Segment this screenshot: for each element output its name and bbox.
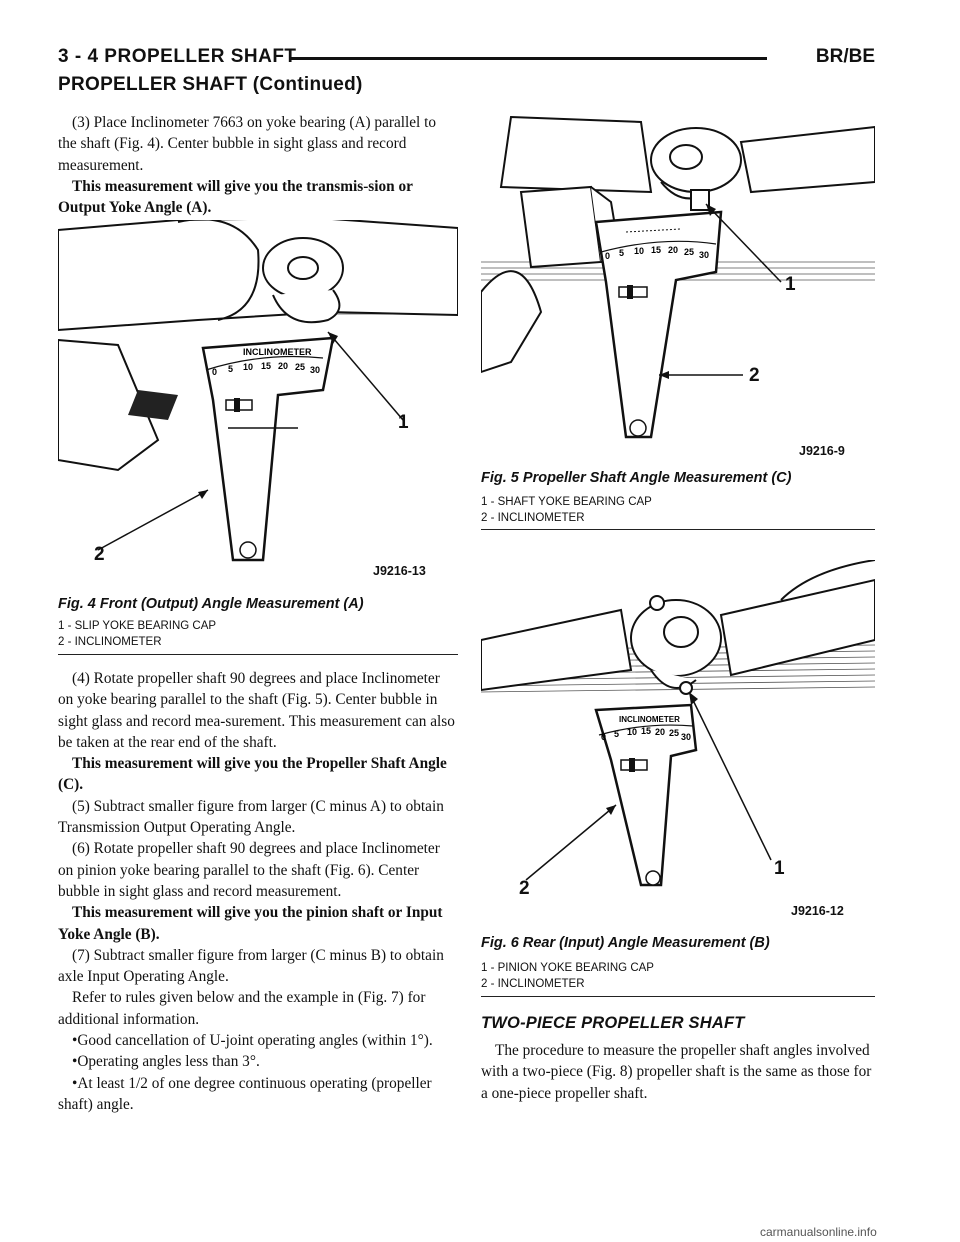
- scale-label: 25: [669, 728, 680, 738]
- fig6-rule: [481, 996, 875, 997]
- fig6-legend: [481, 960, 654, 992]
- scale-label: 5: [614, 729, 620, 739]
- bullet-item: •Operating angles less than 3°.: [72, 1053, 260, 1071]
- scale-label: 25: [295, 362, 306, 372]
- scale-label: 30: [310, 365, 321, 375]
- bullet-item: •Good cancellation of U-joint operating angles (within 1°).: [72, 1032, 433, 1050]
- fig4-callout-1: 1: [398, 412, 409, 433]
- scale-label: 20: [655, 727, 666, 737]
- scale-label: 20: [668, 245, 679, 255]
- fig5-rule: [481, 529, 875, 530]
- fig4-code: J9216-13: [373, 564, 426, 578]
- scale-label: 30: [681, 732, 692, 742]
- scale-label: 0: [605, 251, 611, 261]
- step-7: (7) Subtract smaller figure from larger (C minus B) to obtain axle Input Operating Angle.: [58, 946, 444, 986]
- fig4-legend: [58, 618, 216, 650]
- step-6: (6) Rotate propeller shaft 90 degrees and place Inclinometer on pinion yoke bearing parallel to the shaft (Fig. 6). Center bubble in sight glass and record measurement.: [58, 840, 440, 900]
- fig4-gauge-label: INCLINOMETER: [243, 347, 312, 357]
- two-piece-paragraph: The procedure to measure the propeller shaft angles involved with a two-piece (Fig. 8) propeller shaft is the same as those for a one-piece propeller shaft.: [481, 1042, 872, 1102]
- scale-label: 5: [228, 364, 234, 374]
- fig5-caption: Fig. 5 Propeller Shaft Angle Measurement (C): [481, 470, 792, 486]
- step-4: (4) Rotate propeller shaft 90 degrees and place Inclinometer on yoke bearing parallel to the shaft (Fig. 5). Center bubble in sight glass and record mea-surement. This measurement can also be taken at the rear end of the shaft.: [58, 670, 455, 751]
- figure-6-illustration: [481, 560, 875, 925]
- legend-item: 1 - SHAFT YOKE BEARING CAP: [481, 496, 652, 508]
- legend-item: 2 - INCLINOMETER: [481, 512, 585, 524]
- scale-label: 0: [212, 367, 218, 377]
- scale-label: 15: [651, 245, 662, 255]
- scale-label: 10: [243, 362, 254, 372]
- right-text: [481, 1040, 875, 1104]
- rules-reference: Refer to rules given below and the example in (Fig. 7) for additional information.: [58, 989, 426, 1028]
- fig4-callout-2: 2: [94, 544, 105, 565]
- step-4-result: This measurement will give you the Propeller Shaft Angle (C).: [58, 755, 447, 794]
- scale-label: 15: [641, 726, 652, 736]
- scale-label: 10: [634, 246, 645, 256]
- step-3-result: This measurement will give you the transmis-sion or Output Yoke Angle (A).: [58, 177, 413, 217]
- scale-label: 15: [261, 361, 272, 371]
- legend-item: 1 - SLIP YOKE BEARING CAP: [58, 620, 217, 632]
- scale-label: 30: [699, 250, 710, 260]
- step-6-result: This measurement will give you the pinion shaft or Input Yoke Angle (B).: [58, 904, 443, 943]
- fig4-caption: Fig. 4 Front (Output) Angle Measurement (A): [58, 596, 364, 612]
- section-title: 3 - 4 PROPELLER SHAFT: [58, 46, 297, 67]
- fig5-legend: [481, 494, 652, 526]
- section-heading-two-piece: TWO-PIECE PROPELLER SHAFT: [481, 1014, 745, 1032]
- legend-item: 1 - PINION YOKE BEARING CAP: [481, 962, 654, 974]
- fig6-callout-1: 1: [774, 858, 785, 879]
- fig5-callout-1: 1: [785, 274, 796, 295]
- fig4-rule: [58, 654, 458, 655]
- left-text-top: [58, 112, 458, 218]
- scale-label: 0: [601, 732, 607, 742]
- legend-item: 2 - INCLINOMETER: [58, 636, 162, 648]
- fig5-code: J9216-9: [799, 444, 845, 458]
- watermark: carmanualsonline.info: [760, 1225, 877, 1239]
- legend-item: 2 - INCLINOMETER: [481, 978, 585, 990]
- left-text-bottom: [58, 668, 458, 1115]
- scale-label: 5: [619, 248, 625, 258]
- bullet-item: •At least 1/2 of one degree continuous operating (propeller shaft) angle.: [58, 1074, 432, 1113]
- fig6-gauge-label: INCLINOMETER: [619, 715, 680, 724]
- figure-4-illustration: [58, 220, 458, 580]
- figure-5: [481, 112, 875, 462]
- figure-6: [481, 560, 875, 925]
- scale-label: 25: [684, 247, 695, 257]
- model-code: BR/BE: [815, 46, 875, 67]
- fig5-callout-2: 2: [749, 365, 760, 386]
- step-5: (5) Subtract smaller figure from larger (C minus A) to obtain Transmission Output Operating Angle.: [58, 797, 444, 837]
- continued-heading: PROPELLER SHAFT (Continued): [58, 74, 363, 95]
- fig6-code: J9216-12: [791, 904, 844, 918]
- fig6-caption: Fig. 6 Rear (Input) Angle Measurement (B): [481, 935, 770, 951]
- scale-label: 10: [627, 727, 638, 737]
- figure-4: [58, 220, 458, 580]
- scale-label: 20: [278, 361, 289, 371]
- step-3: (3) Place Inclinometer 7663 on yoke bearing (A) parallel to the shaft (Fig. 4). Center bubble in sight glass and record measurement.: [58, 114, 437, 174]
- page-header: [58, 46, 875, 72]
- fig6-callout-2: 2: [519, 878, 530, 899]
- header-rule: [290, 57, 767, 60]
- figure-5-illustration: [481, 112, 875, 462]
